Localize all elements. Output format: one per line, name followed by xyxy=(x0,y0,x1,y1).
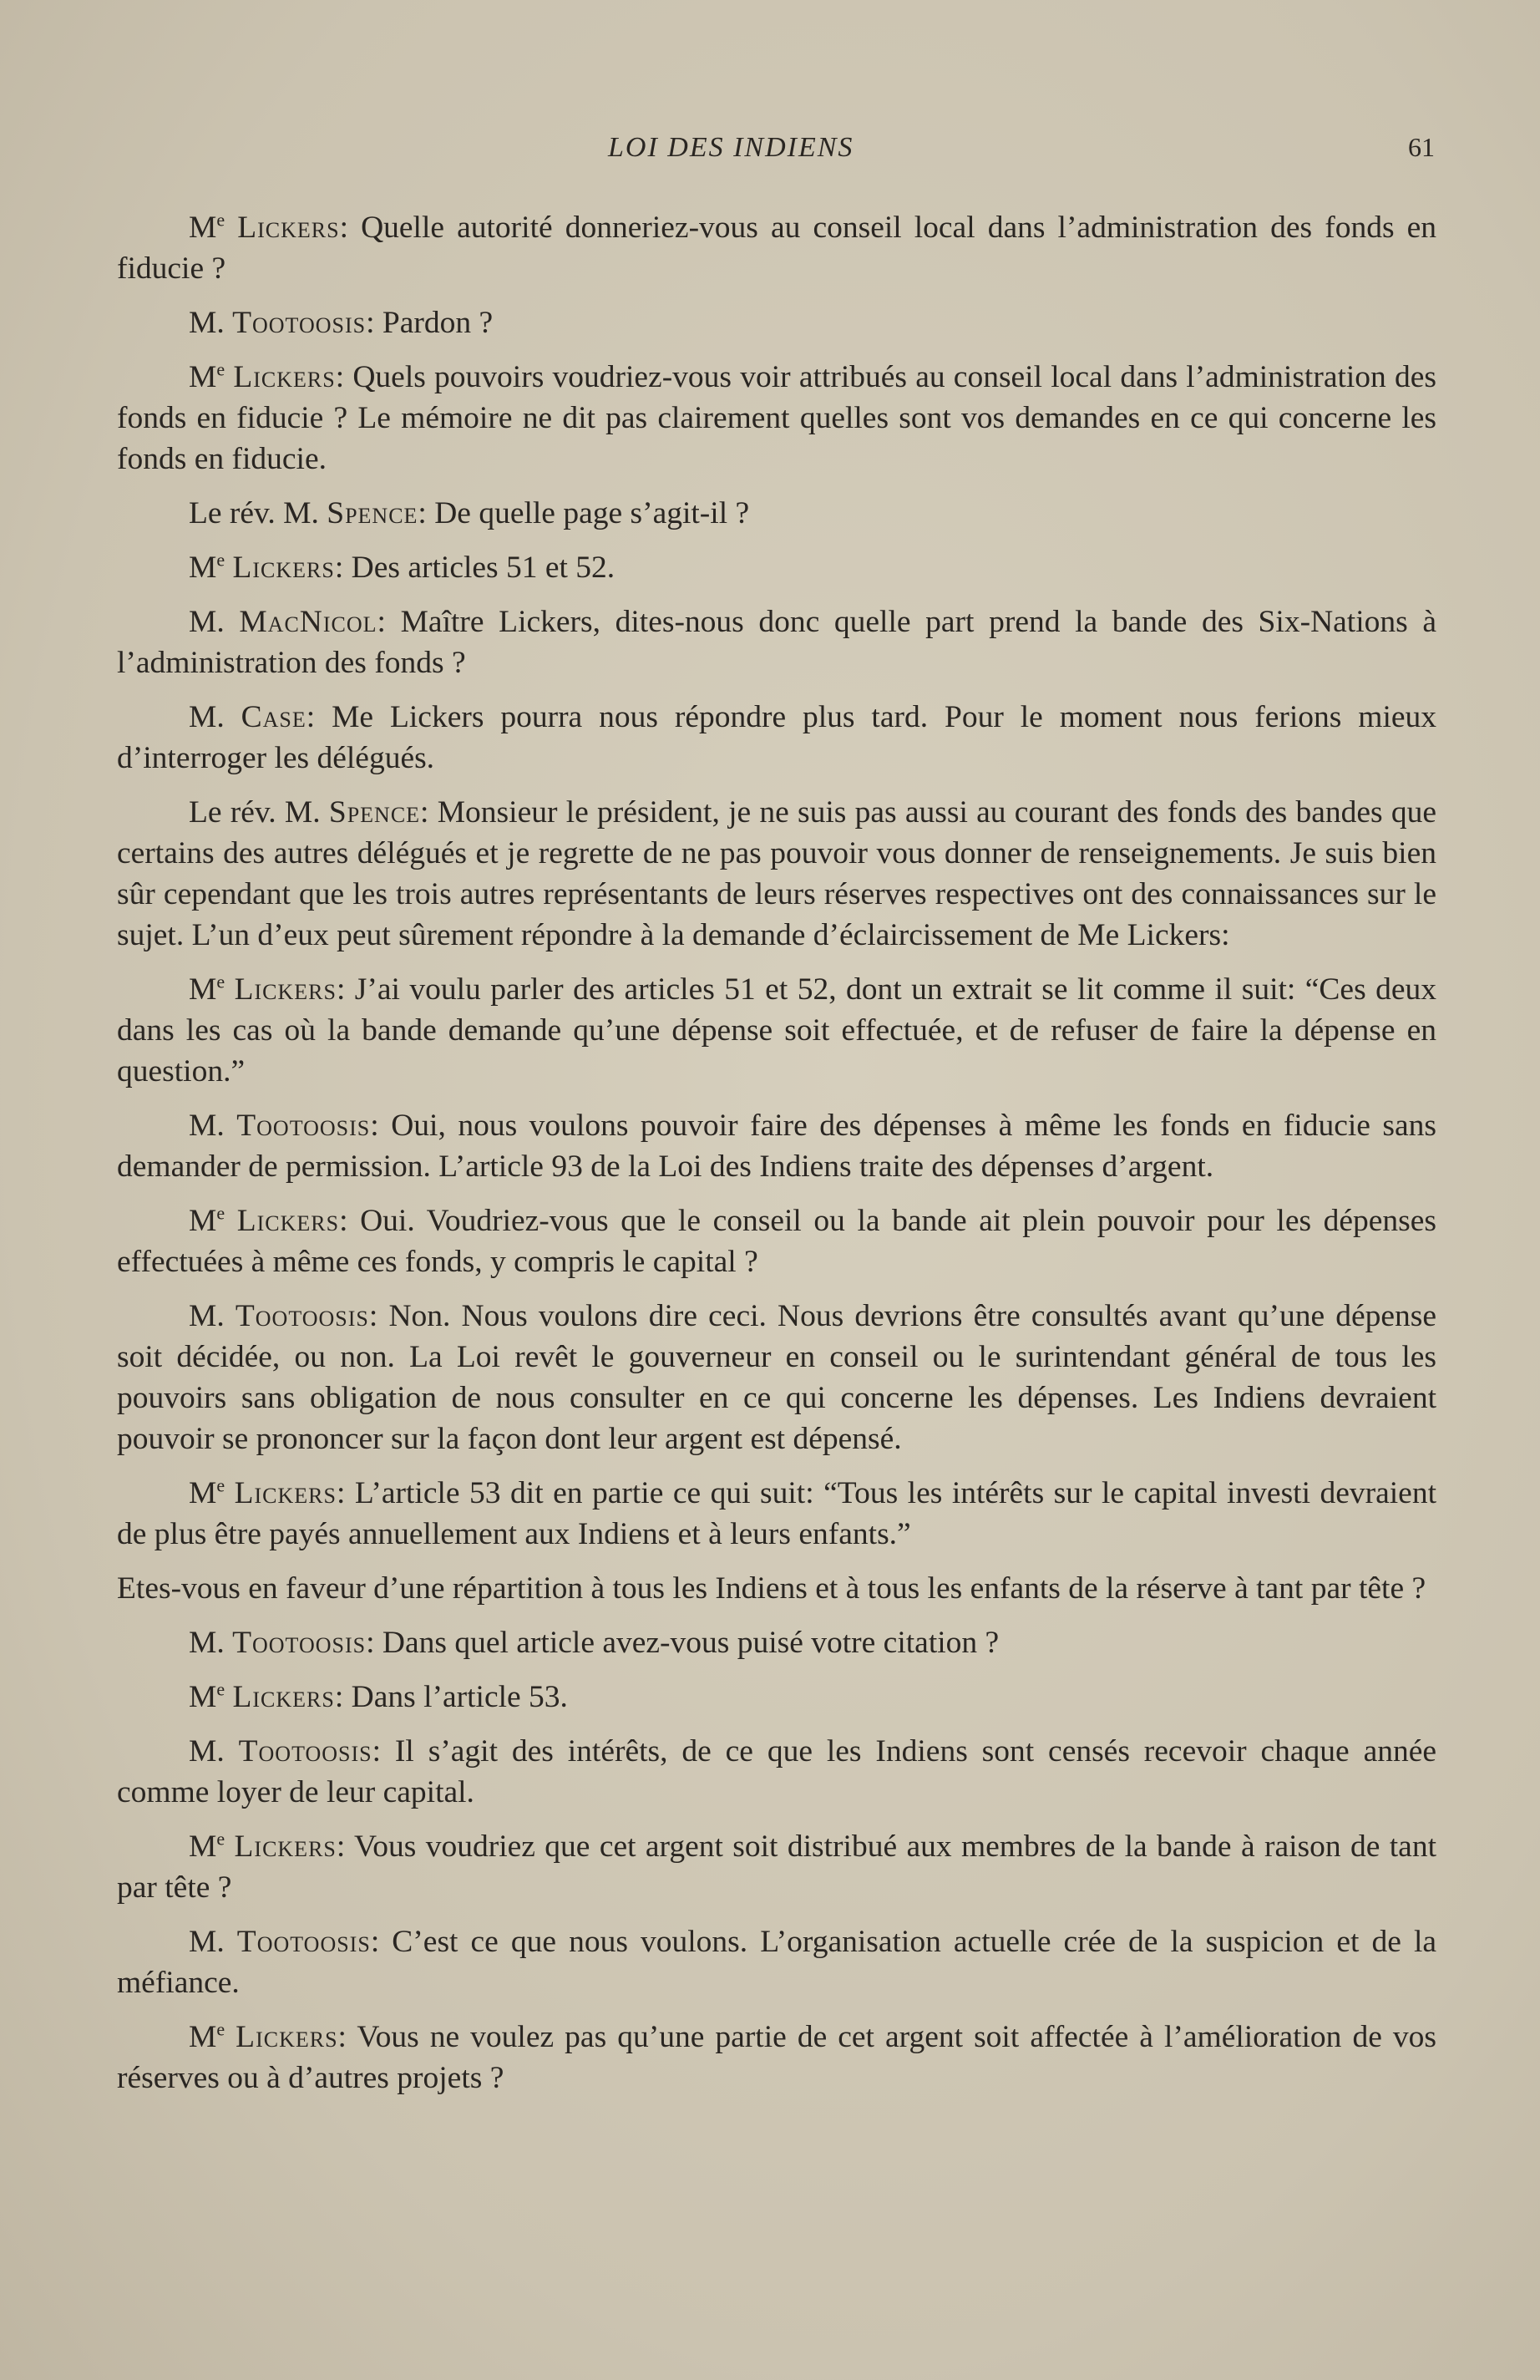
paragraph-text: Dans quel article avez-vous puisé votre citation ? xyxy=(382,1626,1000,1660)
transcript-body xyxy=(117,207,1436,2112)
transcript-paragraph: M. Tootoosis: Il s’agit des intérêts, de ce que les Indiens sont censés recevoir chaque année comme loyer de leur capital. xyxy=(117,1734,1436,1809)
transcript-paragraph: Le rév. M. Spence: De quelle page s’agit-il ? xyxy=(189,496,750,530)
speaker-name: Lickers xyxy=(232,551,335,585)
speaker-name: Tootoosis xyxy=(232,1626,367,1660)
transcript-paragraph: M. Tootoosis: Non. Nous voulons dire ceci. Nous devrions être consultés avant qu’une dépense soit décidée, ou non. La Loi revêt le gouverneur en conseil ou le surintendant général de tous les pouvoirs sans obligation de nous consulter en ce qui concerne les dépenses. Les Indiens devraient pouvoir se prononcer sur la façon dont leur argent est dépensé. xyxy=(117,1299,1437,1456)
paragraph-text: Pardon ? xyxy=(382,306,494,340)
speaker-name: Tootoosis xyxy=(235,1299,369,1333)
speaker-title-superscript: e xyxy=(216,549,225,571)
speaker-name: Tootoosis xyxy=(232,306,367,340)
speaker-name: Lickers xyxy=(232,1680,335,1714)
transcript-paragraph: Me Lickers: Quels pouvoirs voudriez-vous voir attribués au conseil local dans l’administration des fonds en fiducie ? Le mémoire ne dit pas clairement quelles sont vos demandes en ce qui concerne les fonds en fiducie. xyxy=(117,358,1437,476)
speaker-name: Spence xyxy=(327,496,418,530)
speaker-title: Le rév. M. xyxy=(189,496,319,530)
transcript-paragraph: M. Tootoosis: Dans quel article avez-vous puisé votre citation ? xyxy=(189,1626,1000,1660)
speaker-title-superscript: e xyxy=(216,1202,225,1224)
paragraph-text: Il s’agit des intérêts, de ce que les Indiens sont censés recevoir chaque année comme loyer de leur capital. xyxy=(117,1734,1436,1809)
speaker-title: M. xyxy=(189,1299,225,1333)
transcript-paragraph: Me Lickers: J’ai voulu parler des articles 51 et 52, dont un extrait se lit comme il suit: “Ces deux dans les cas où la bande demande qu’une dépense soit effectuée, et de refuser de faire la dépense en question.” xyxy=(117,971,1437,1089)
paragraph-text: Vous voudriez que cet argent soit distribué aux membres de la bande à raison de tant par tête ? xyxy=(117,1829,1436,1905)
transcript-paragraph: Me Lickers: Des articles 51 et 52. xyxy=(189,549,615,585)
paragraph-text: L’article 53 dit en partie ce qui suit: “Tous les intérêts sur le capital investi devraient de plus être payés annuellement aux Indiens et à leurs enfants.” xyxy=(117,1476,1436,1551)
speaker-title: M xyxy=(189,1829,217,1864)
transcript-paragraph: Me Lickers: Vous ne voulez pas qu’une partie de cet argent soit affectée à l’amélioration de vos réserves ou à d’autres projets ? xyxy=(117,2018,1437,2095)
speaker-name: Tootoosis xyxy=(236,1925,371,1959)
speaker-title-superscript: e xyxy=(216,1828,225,1850)
speaker-title-superscript: e xyxy=(216,209,225,231)
transcript-paragraph: Me Lickers: Oui. Voudriez-vous que le conseil ou la bande ait plein pouvoir pour les dépenses effectuées à même ces fonds, y compris le capital ? xyxy=(117,1202,1437,1279)
paragraph-text: Dans l’article 53. xyxy=(351,1680,568,1714)
transcript-paragraph: M. Tootoosis: Oui, nous voulons pouvoir faire des dépenses à même les fonds en fiducie sans demander de permission. L’article 93 de la Loi des Indiens traite des dépenses d’argent. xyxy=(117,1109,1437,1184)
paragraph-text: De quelle page s’agit-il ? xyxy=(434,496,750,530)
transcript-paragraph: Me Lickers: L’article 53 dit en partie ce qui suit: “Tous les intérêts sur le capital investi devraient de plus être payés annuellement aux Indiens et à leurs enfants.” xyxy=(117,1474,1436,1551)
paragraph-text: Des articles 51 et 52. xyxy=(351,551,615,585)
speaker-name: Lickers xyxy=(236,2020,338,2054)
paragraph-text: Quels pouvoirs voudriez-vous voir attribués au conseil local dans l’administration des fonds en fiducie ? Le mémoire ne dit pas clairement quelles sont vos demandes en ce qui concerne les fonds en fiducie. xyxy=(117,360,1437,476)
speaker-title: M xyxy=(189,1476,217,1510)
speaker-title: M xyxy=(189,211,217,245)
speaker-name: Tootoosis xyxy=(236,1109,371,1143)
paragraph-text: J’ai voulu parler des articles 51 et 52, dont un extrait se lit comme il suit: “Ces deux dans les cas où la bande demande qu’une dépense soit effectuée, et de refuser de faire la dépense en question.” xyxy=(117,972,1437,1089)
paragraph-text: Quelle autorité donneriez-vous au conseil local dans l’administration des fonds en fiducie ? xyxy=(117,211,1437,286)
speaker-name: Lickers xyxy=(234,1829,337,1864)
transcript-paragraph: M. Tootoosis: C’est ce que nous voulons. L’organisation actuelle crée de la suspicion et de la méfiance. xyxy=(117,1925,1437,2000)
transcript-paragraph xyxy=(117,1568,1436,1609)
speaker-title: M xyxy=(189,551,217,585)
running-title: LOI DES INDIENS xyxy=(608,132,854,163)
speaker-title-superscript: e xyxy=(216,971,225,992)
speaker-title: M. xyxy=(189,1734,225,1769)
paragraph-text: Maître Lickers, dites-nous donc quelle part prend la bande des Six-Nations à l’administration des fonds ? xyxy=(117,605,1436,680)
paragraph-text: Non. Nous voulons dire ceci. Nous devrions être consultés avant qu’une dépense soit décidée, ou non. La Loi revêt le gouverneur en conseil ou le surintendant général de tous les pouvoirs sans obligation de nous consulter en ce qui concerne les dépenses. Les Indiens devraient pouvoir se prononcer sur la façon dont leur argent est dépensé. xyxy=(117,1299,1437,1456)
transcript-paragraph: Le rév. M. Spence: Monsieur le président, je ne suis pas aussi au courant des fonds des bandes que certains des autres délégués et je regrette de ne pas pouvoir vous donner de renseignements. Je suis bien sûr cependant que les trois autres représentants de leurs réserves respectives ont des connaissances sur le sujet. L’un d’eux peut sûrement répondre à la demande d’éclaircissement de Me Lickers: xyxy=(117,795,1437,952)
speaker-title: M. xyxy=(189,1925,225,1959)
speaker-name: Case xyxy=(241,700,306,734)
page-number: 61 xyxy=(1408,132,1435,162)
speaker-title: M. xyxy=(189,306,225,340)
speaker-title-superscript: e xyxy=(216,1678,225,1700)
speaker-title: M. xyxy=(189,605,225,639)
paragraph-text: Etes-vous en faveur d’une répartition à tous les Indiens et à tous les enfants de la réserve à tant par tête ? xyxy=(117,1571,1426,1606)
transcript-paragraph: Me Lickers: Quelle autorité donneriez-vous au conseil local dans l’administration des fonds en fiducie ? xyxy=(117,209,1437,286)
speaker-name: Tootoosis xyxy=(238,1734,372,1769)
speaker-name: Lickers xyxy=(234,1476,337,1510)
transcript-paragraph: Me Lickers: Vous voudriez que cet argent soit distribué aux membres de la bande à raison de tant par tête ? xyxy=(117,1828,1436,1905)
transcript-paragraph: M. Case: Me Lickers pourra nous répondre plus tard. Pour le moment nous ferions mieux d’interroger les délégués. xyxy=(117,700,1437,775)
speaker-name: Spence xyxy=(328,795,421,830)
transcript-paragraph: M. Tootoosis: Pardon ? xyxy=(189,306,494,340)
speaker-name: Lickers xyxy=(236,1204,340,1238)
speaker-title: M xyxy=(189,360,217,394)
paragraph-text: C’est ce que nous voulons. L’organisation actuelle crée de la suspicion et de la méfiance. xyxy=(117,1925,1437,2000)
paragraph-text: Vous ne voulez pas qu’une partie de cet argent soit affectée à l’amélioration de vos réserves ou à d’autres projets ? xyxy=(117,2020,1437,2095)
speaker-name: Lickers xyxy=(234,972,337,1007)
speaker-title: M xyxy=(189,2020,217,2054)
speaker-title: M. xyxy=(189,700,225,734)
speaker-title: Le rév. M. xyxy=(189,795,321,830)
speaker-title-superscript: e xyxy=(216,2018,225,2040)
speaker-title-superscript: e xyxy=(216,1474,225,1496)
transcript-paragraph: M. MacNicol: Maître Lickers, dites-nous donc quelle part prend la bande des Six-Nations à l’administration des fonds ? xyxy=(117,605,1436,680)
speaker-title-superscript: e xyxy=(216,358,225,380)
speaker-name: MacNicol xyxy=(239,605,377,639)
speaker-name: Lickers xyxy=(233,360,336,394)
paragraph-text: Oui. Voudriez-vous que le conseil ou la bande ait plein pouvoir pour les dépenses effectuées à même ces fonds, y compris le capital ? xyxy=(117,1204,1437,1279)
speaker-title: M. xyxy=(189,1109,225,1143)
transcript-paragraph: Me Lickers: Dans l’article 53. xyxy=(189,1678,568,1714)
paragraph-text: Me Lickers pourra nous répondre plus tard. Pour le moment nous ferions mieux d’interroger les délégués. xyxy=(117,700,1437,775)
paragraph-text: Oui, nous voulons pouvoir faire des dépenses à même les fonds en fiducie sans demander de permission. L’article 93 de la Loi des Indiens traite des dépenses d’argent. xyxy=(117,1109,1437,1184)
speaker-title: M. xyxy=(189,1626,225,1660)
speaker-title: M xyxy=(189,972,217,1007)
speaker-name: Lickers xyxy=(237,211,340,245)
page-header xyxy=(0,132,1540,174)
speaker-title: M xyxy=(189,1680,217,1714)
speaker-title: M xyxy=(189,1204,217,1238)
paragraph-text: Monsieur le président, je ne suis pas aussi au courant des fonds des bandes que certains des autres délégués et je regrette de ne pas pouvoir vous donner de renseignements. Je suis bien sûr cependant que les trois autres représentants de leurs réserves respectives ont des connaissances sur le sujet. L’un d’eux peut sûrement répondre à la demande d’éclaircissement de Me Lickers: xyxy=(117,795,1437,952)
